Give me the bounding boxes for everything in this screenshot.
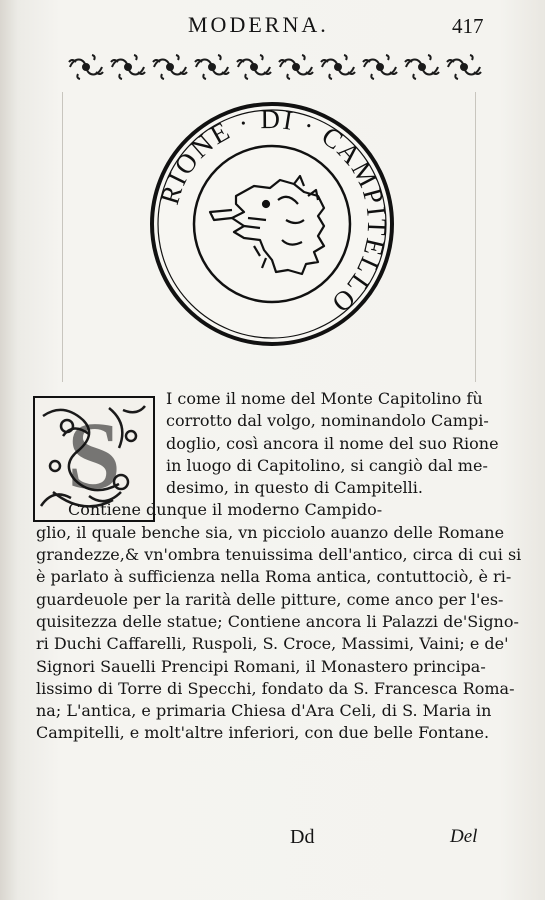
text-line: glio, il quale benche sia, vn picciolo auanzo delle Romane [36,522,505,542]
text-line: I come il nome del Monte Capitolino fù [166,389,483,408]
running-title: MODERNA. [188,12,329,37]
catchword: Del [450,826,478,847]
emblem-legend: RIONE · DI · CAMPITELLO [154,103,393,320]
text-line: lissimo di Torre di Specchi, fondato da S. Francesca Roma- [36,678,515,698]
text-line: desimo, in questo di Campitelli. [166,478,423,498]
text-line: Signori Sauelli Prencipi Romani, il Monastero principa- [36,656,486,676]
running-head [0,12,545,42]
text-line: grandezze,& vn'ombra tenuissima dell'antico, circa di cui si [36,545,522,565]
text-line: Contiene dunque il moderno Campido- [68,500,383,520]
text-line: guardeuole per la rarità delle pitture, come anco per l'es- [36,589,504,609]
main-text [36,388,522,745]
page-footer [0,826,545,856]
page-number: 417 [452,14,484,38]
text-line: ri Duchi Caffarelli, Ruspoli, S. Croce, Massimi, Vaini; e de' [36,634,509,654]
text-line: è parlato à sufficienza nella Roma antica, contuttociò, è ri- [36,567,512,587]
fleuron-band-ornament [66,54,486,80]
initial-letter: S [67,402,121,509]
text-line: in luogo di Capitolino, si cangiò dal me- [166,455,488,475]
text-line: corrotto dal volgo, nominandolo Campi- [166,411,489,431]
signature-mark: Dd [290,826,315,848]
text-line: quisitezza delle statue; Contiene ancora li Palazzi de'Signo- [36,611,519,631]
text-line: Campitelli, e molt'altre inferiori, con due belle Fontane. [36,723,490,743]
text-line: na; L'antica, e primaria Chiesa d'Ara Celi, di S. Maria in [36,701,492,721]
text-line: doglio, così ancora il nome del suo Rione [166,433,499,453]
rione-campitello-emblem [148,100,396,348]
